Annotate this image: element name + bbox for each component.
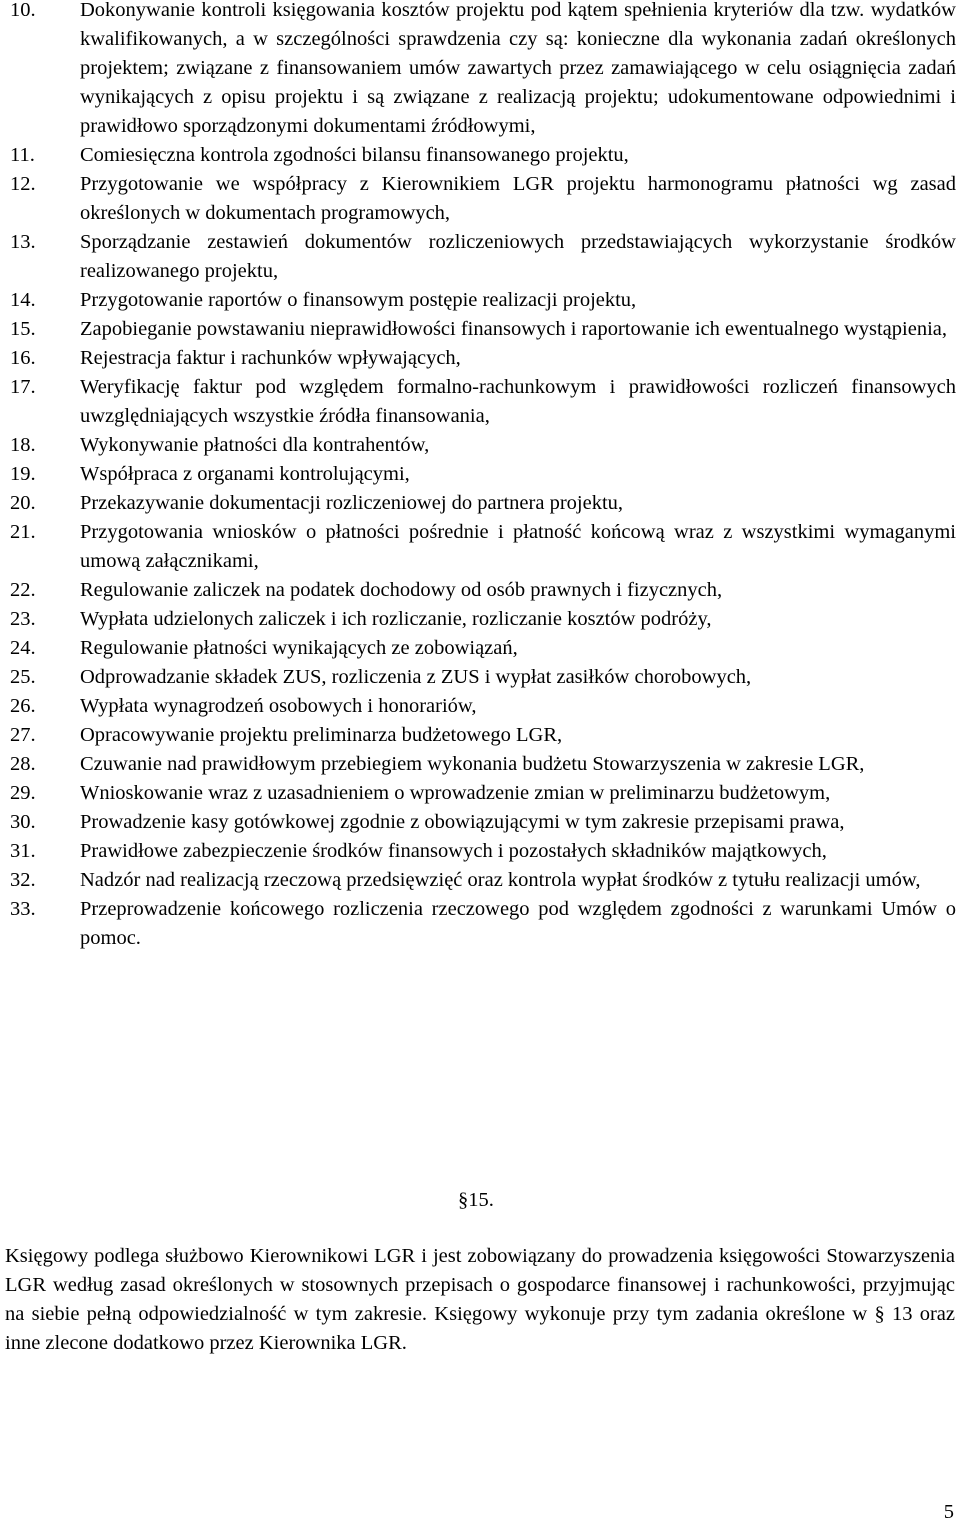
list-item-number: 22.	[10, 579, 36, 601]
closing-paragraph: Księgowy podlega służbowo Kierownikowi LGR i jest zobowiązany do prowadzenia księgowości Stowarzyszenia LGR według zasad określonych w stosownych przepisach o gospodarce finansowej i rachunkowości, przyjmując na siebie pełną odpowiedzialność w tym zakresie. Księgowy wykonuje przy tym zadania określone w § 13 oraz inne zlecone dodatkowo przez Kierownika LGR.	[5, 1245, 955, 1354]
list-item	[10, 808, 956, 837]
list-item-text: Wypłata wynagrodzeń osobowych i honorariów,	[80, 695, 477, 717]
list-item-text: Przygotowanie we współpracy z Kierownikiem LGR projektu harmonogramu płatności wg zasad określonych w dokumentach programowych,	[80, 173, 956, 224]
list-item	[10, 460, 956, 489]
list-item-text: Czuwanie nad prawidłowym przebiegiem wykonania budżetu Stowarzyszenia w zakresie LGR,	[80, 753, 865, 775]
list-item	[10, 518, 956, 576]
list-item-text: Opracowywanie projektu preliminarza budżetowego LGR,	[80, 724, 563, 746]
list-item-text: Przekazywanie dokumentacji rozliczeniowej do partnera projektu,	[80, 492, 624, 514]
list-item-number: 17.	[10, 376, 36, 398]
list-item	[10, 228, 956, 286]
list-item-text: Przeprowadzenie końcowego rozliczenia rzeczowego pod względem zgodności z warunkami Umów o pomoc.	[80, 898, 956, 949]
list-item-number: 13.	[10, 231, 36, 253]
list-item-number: 26.	[10, 695, 36, 717]
list-item-text: Współpraca z organami kontrolującymi,	[80, 463, 410, 485]
list-item-text: Regulowanie płatności wynikających ze zobowiązań,	[80, 637, 518, 659]
list-item	[10, 489, 956, 518]
list-item-number: 12.	[10, 173, 36, 195]
section-heading: §15.	[458, 1189, 494, 1211]
list-item	[10, 837, 956, 866]
list-item	[10, 344, 956, 373]
list-item	[10, 286, 956, 315]
list-item-text: Comiesięczna kontrola zgodności bilansu finansowanego projektu,	[80, 144, 629, 166]
list-item-number: 10.	[10, 0, 36, 21]
list-item	[10, 692, 956, 721]
list-item-number: 21.	[10, 521, 36, 543]
list-item-number: 14.	[10, 289, 36, 311]
list-item-text: Prowadzenie kasy gotówkowej zgodnie z obowiązującymi w tym zakresie przepisami prawa,	[80, 811, 845, 833]
list-item-text: Wnioskowanie wraz z uzasadnieniem o wprowadzenie zmian w preliminarzu budżetowym,	[80, 782, 831, 804]
list-item	[10, 431, 956, 460]
list-item-text: Wykonywanie płatności dla kontrahentów,	[80, 434, 430, 456]
duties-list	[10, 0, 956, 953]
list-item-number: 29.	[10, 782, 36, 804]
list-item	[10, 373, 956, 431]
list-item-text: Odprowadzanie składek ZUS, rozliczenia z ZUS i wypłat zasiłków chorobowych,	[80, 666, 752, 688]
list-item-number: 20.	[10, 492, 36, 514]
list-item-number: 32.	[10, 869, 36, 891]
list-item	[10, 750, 956, 779]
list-item-number: 31.	[10, 840, 36, 862]
list-item-text: Rejestracja faktur i rachunków wpływających,	[80, 347, 461, 369]
list-item-number: 19.	[10, 463, 36, 485]
list-item-number: 27.	[10, 724, 36, 746]
list-item-text: Zapobieganie powstawaniu nieprawidłowości finansowych i raportowanie ich ewentualnego wystąpienia,	[80, 318, 947, 340]
list-item-text: Przygotowanie raportów o finansowym postępie realizacji projektu,	[80, 289, 637, 311]
list-item-text: Przygotowania wniosków o płatności pośrednie i płatność końcową wraz z wszystkimi wymaganymi umową załącznikami,	[80, 521, 956, 572]
list-item-text: Weryfikację faktur pod względem formalno-rachunkowym i prawidłowości rozliczeń finansowych uwzględniających wszystkie źródła finansowania,	[80, 376, 956, 427]
list-item-number: 23.	[10, 608, 36, 630]
list-item-number: 25.	[10, 666, 36, 688]
list-item	[10, 866, 956, 895]
list-item	[10, 315, 956, 344]
list-item-text: Regulowanie zaliczek na podatek dochodowy od osób prawnych i fizycznych,	[80, 579, 723, 601]
list-item	[10, 634, 956, 663]
list-item-text: Prawidłowe zabezpieczenie środków finansowych i pozostałych składników majątkowych,	[80, 840, 827, 862]
list-item-number: 15.	[10, 318, 36, 340]
list-item-text: Dokonywanie kontroli księgowania kosztów projektu pod kątem spełnienia kryteriów dla tzw. wydatków kwalifikowanych, a w szczególności sprawdzenia czy są: konieczne dla wykonania zadań określonych projektem; związane z finansowaniem umów zawartych przez zamawiającego w celu osiągnięcia zadań wynikających z opisu projektu i są związane z realizacją projektu; udokumentowane odpowiednimi i prawidłowo sporządzonymi dokumentami źródłowymi,	[80, 0, 956, 137]
list-item-text: Sporządzanie zestawień dokumentów rozliczeniowych przedstawiających wykorzystanie środków realizowanego projektu,	[80, 231, 956, 282]
list-item-number: 24.	[10, 637, 36, 659]
list-item	[10, 0, 956, 141]
list-item-number: 28.	[10, 753, 36, 775]
list-item	[10, 663, 956, 692]
list-item	[10, 170, 956, 228]
list-item-text: Wypłata udzielonych zaliczek i ich rozliczanie, rozliczanie kosztów podróży,	[80, 608, 712, 630]
page-number: 5	[943, 1501, 954, 1523]
list-item	[10, 605, 956, 634]
list-item	[10, 141, 956, 170]
list-item-number: 18.	[10, 434, 36, 456]
list-item-number: 30.	[10, 811, 36, 833]
list-item-number: 11.	[10, 144, 35, 166]
list-item-number: 16.	[10, 347, 36, 369]
list-item	[10, 779, 956, 808]
list-item	[10, 721, 956, 750]
list-item	[10, 576, 956, 605]
list-item	[10, 895, 956, 953]
list-item-text: Nadzór nad realizacją rzeczową przedsięwzięć oraz kontrola wypłat środków z tytułu realizacji umów,	[80, 869, 921, 891]
list-item-number: 33.	[10, 898, 36, 920]
